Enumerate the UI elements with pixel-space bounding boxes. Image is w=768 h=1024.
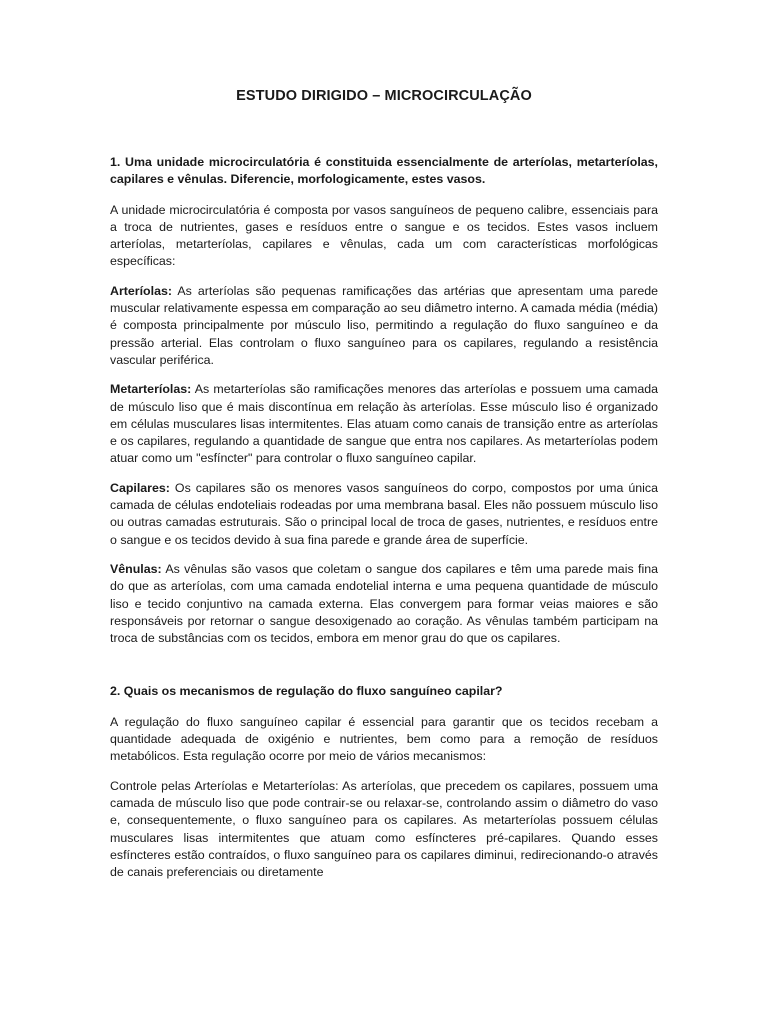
metarteriolas-text: As metarteríolas são ramificações menores das arteríolas e possuem uma camada de músculo liso que é mais discontínua em relação às arteríolas. Esse músculo liso é organizado em células musculares lisas intermitentes. Elas atuam como canais de transição entre as arteríolas e os capilares, regulando a quantidade de sangue que entra nos capilares. As metarteríolas podem atuar como um "esfíncter" para controlar o fluxo sanguíneo capilar. xyxy=(110,382,658,466)
section-spacer xyxy=(110,659,658,683)
capilares-term: Capilares: xyxy=(110,480,170,495)
question-2: 2. Quais os mecanismos de regulação do fluxo sanguíneo capilar? xyxy=(110,684,503,699)
arteriolas-paragraph xyxy=(110,283,658,369)
question-1: 1. Uma unidade microcirculatória é constituida essencialmente de arteríolas, metarteríolas, capilares e vênulas. Diferencie, morfologicamente, estes vasos. xyxy=(110,155,658,187)
capilares-text: Os capilares são os menores vasos sanguíneos do corpo, compostos por uma única camada de células endoteliais rodeadas por uma membrana basal. Eles não possuem músculo liso ou outras camadas estruturais. São o principal local de troca de gases, nutrientes, e resíduos entre o sangue e os tecidos devido à sua fina parede e grande área de superfície. xyxy=(110,480,658,547)
q1-intro-paragraph: A unidade microcirculatória é composta por vasos sanguíneos de pequeno calibre, essenciais para a troca de nutrientes, gases e resíduos entre o sangue e os tecidos. Estes vasos incluem arteríolas, metarteríolas, capilares e vênulas, cada um com características morfológicas específicas: xyxy=(110,202,658,269)
document-title: ESTUDO DIRIGIDO – MICROCIRCULAÇÃO xyxy=(236,88,532,104)
controle-paragraph: Controle pelas Arteríolas e Metarteríolas: As arteríolas, que precedem os capilares, possuem uma camada de músculo liso que pode contrair-se ou relaxar-se, controlando assim o diâmetro do vaso e, consequentemente, o fluxo sanguíneo para os capilares. As metarteríolas possuem células musculares lisas intermitentes que atuam como esfíncteres pré-capilares. Quando esses esfíncteres estão contraídos, o fluxo sanguíneo para os capilares diminui, redirecionando-o através de canais preferenciais ou diretamente xyxy=(110,778,658,880)
venulas-paragraph xyxy=(110,561,658,647)
document-page xyxy=(110,86,658,893)
q2-intro-paragraph: A regulação do fluxo sanguíneo capilar é essencial para garantir que os tecidos recebam a quantidade adequada de oxigénio e nutrientes, bem como para a remoção de resíduos metabólicos. Esta regulação ocorre por meio de vários mecanismos: xyxy=(110,714,658,764)
venulas-text: As vênulas são vasos que coletam o sangue dos capilares e têm uma parede mais fina do que as arteríolas, com uma camada endotelial interna e uma pequena quantidade de músculo liso e tecido conjuntivo na camada externa. Elas convergem para formar veias maiores e são responsáveis por retornar o sangue desoxigenado ao coração. As vênulas também participam na troca de substâncias com os tecidos, embora em menor grau do que os capilares. xyxy=(110,561,658,646)
metarteriolas-term: Metarteríolas: xyxy=(110,382,192,397)
arteriolas-text: As arteríolas são pequenas ramificações das artérias que apresentam uma parede muscular relativamente espessa em comparação ao seu diâmetro interno. A camada média (média) é composta principalmente por músculo liso, permitindo a regulação do fluxo sanguíneo e da pressão arterial. Elas controlam o fluxo sanguíneo para os capilares, regulando a resistência vascular periférica. xyxy=(110,283,658,367)
metarteriolas-paragraph xyxy=(110,381,658,467)
capilares-paragraph xyxy=(110,480,658,549)
arteriolas-term: Arteríolas: xyxy=(110,283,172,298)
venulas-term: Vênulas: xyxy=(110,561,162,576)
